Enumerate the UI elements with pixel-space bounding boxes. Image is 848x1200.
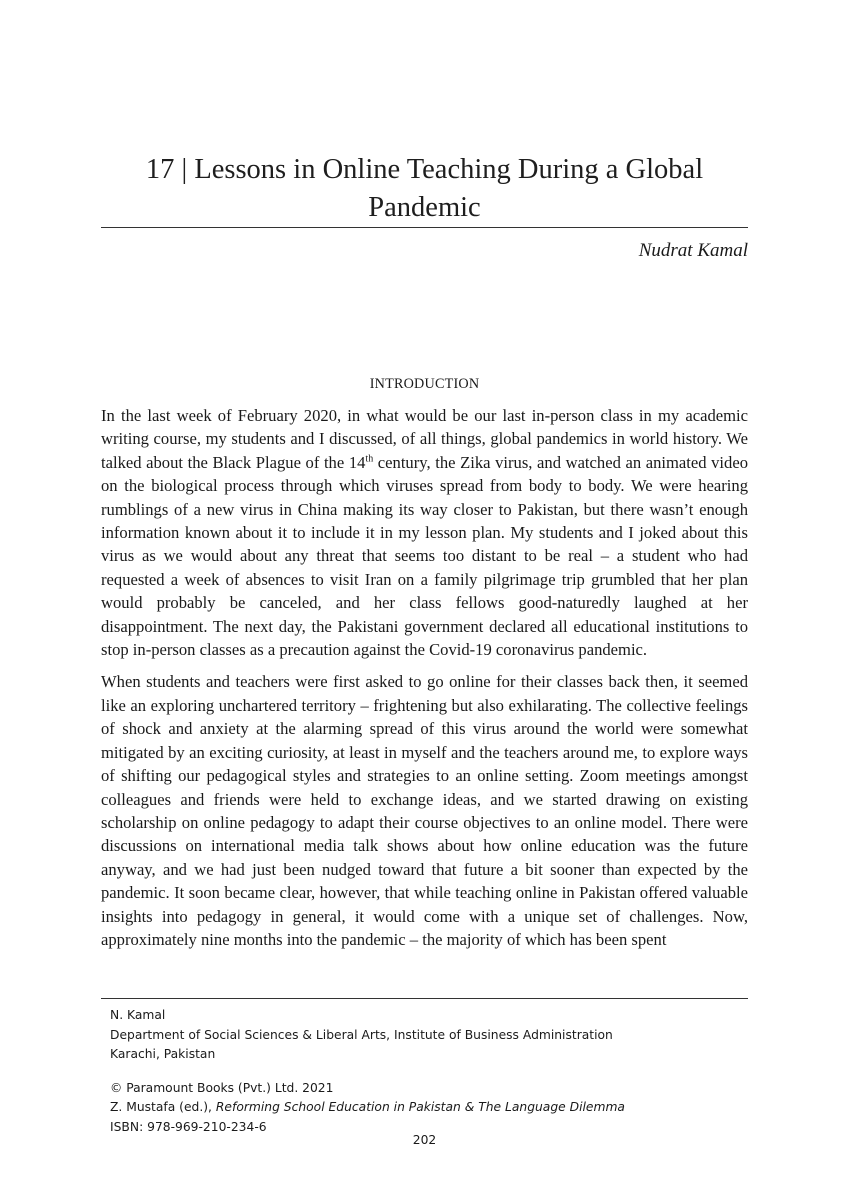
paragraph-1 [101,404,748,661]
chapter-author: Nudrat Kamal [638,240,748,261]
footer-copyright: © Paramount Books (Pvt.) Ltd. 2021 [110,1080,334,1095]
footer-affiliation: Department of Social Sciences & Liberal Arts, Institute of Business Administration [110,1027,613,1042]
section-heading: INTRODUCTION [369,376,480,392]
footer-spacer [110,1065,748,1079]
paragraph-2: When students and teachers were first asked to go online for their classes back then, it seemed like an exploring unchartered territory – frightening but also exhilarating. The collective feelings of shock and anxiety at the alarming spread of this virus around the world were somewhat mitigated by an exciting curiosity, at least in myself and the teachers around me, to explore ways of shifting our pedagogical styles and strategies to an online setting. Zoom meetings amongst colleagues and friends were held to exchange ideas, and we started drawing on existing scholarship on online pedagogy to adapt their course objectives to an online model. There were discussions on international media talk shows about how online education was the future anyway, and we had just been nudged toward that future a bit sooner than expected by the pandemic. It soon became clear, however, that while teaching online in Pakistan offered valuable insights into pedagogy in general, it would come with a unique set of challenges. Now, approximately nine months into the pandemic – the majority of which has been spent [101,672,748,949]
footer-location: Karachi, Pakistan [110,1047,216,1062]
footer-editor: Z. Mustafa (ed.), [110,1100,216,1115]
footer-isbn: ISBN: 978-969-210-234-6 [110,1119,267,1134]
chapter-title [101,151,748,227]
footer-book-title: Reforming School Education in Pakistan & The Language Dilemma [215,1100,625,1115]
footer-author-name: N. Kamal [110,1008,166,1022]
footer-citation [110,1098,748,1118]
page-number: 202 [412,1133,437,1147]
paragraph-1-start: In the last week of February 2020, in what would be our last in-person class in my academic writing course, my students and I discussed, of all things, global pandemics in world history. We talked about the Black Plague of the 14 [101,406,748,472]
title-divider [101,227,748,228]
chapter-title-line-1: 17 | Lessons in Online Teaching During a Global [145,154,704,185]
body-text [101,404,748,960]
paragraph-1-end: century, the Zika virus, and watched an animated video on the biological process through which viruses spread from body to body. We were hearing rumblings of a new virus in China making its way closer to Pakistan, but there wasn’t enough information known about it to include it in my lesson plan. My students and I joked about this virus as we would about any threat that seems too distant to be real – a student who had requested a week of absences to visit Iran on a family pilgrimage trip grumbled that her plan would probably be canceled, and her class fellows good-naturedly laughed at her disappointment. The next day, the Pakistani government declared all educational institutions to stop in-person classes as a precaution against the Covid-19 coronavirus pandemic. [101,452,748,660]
chapter-title-line-2: Pandemic [368,192,481,223]
chapter-footer [110,1006,748,1138]
ordinal-superscript: th [365,453,374,465]
footnote-divider [101,998,748,999]
